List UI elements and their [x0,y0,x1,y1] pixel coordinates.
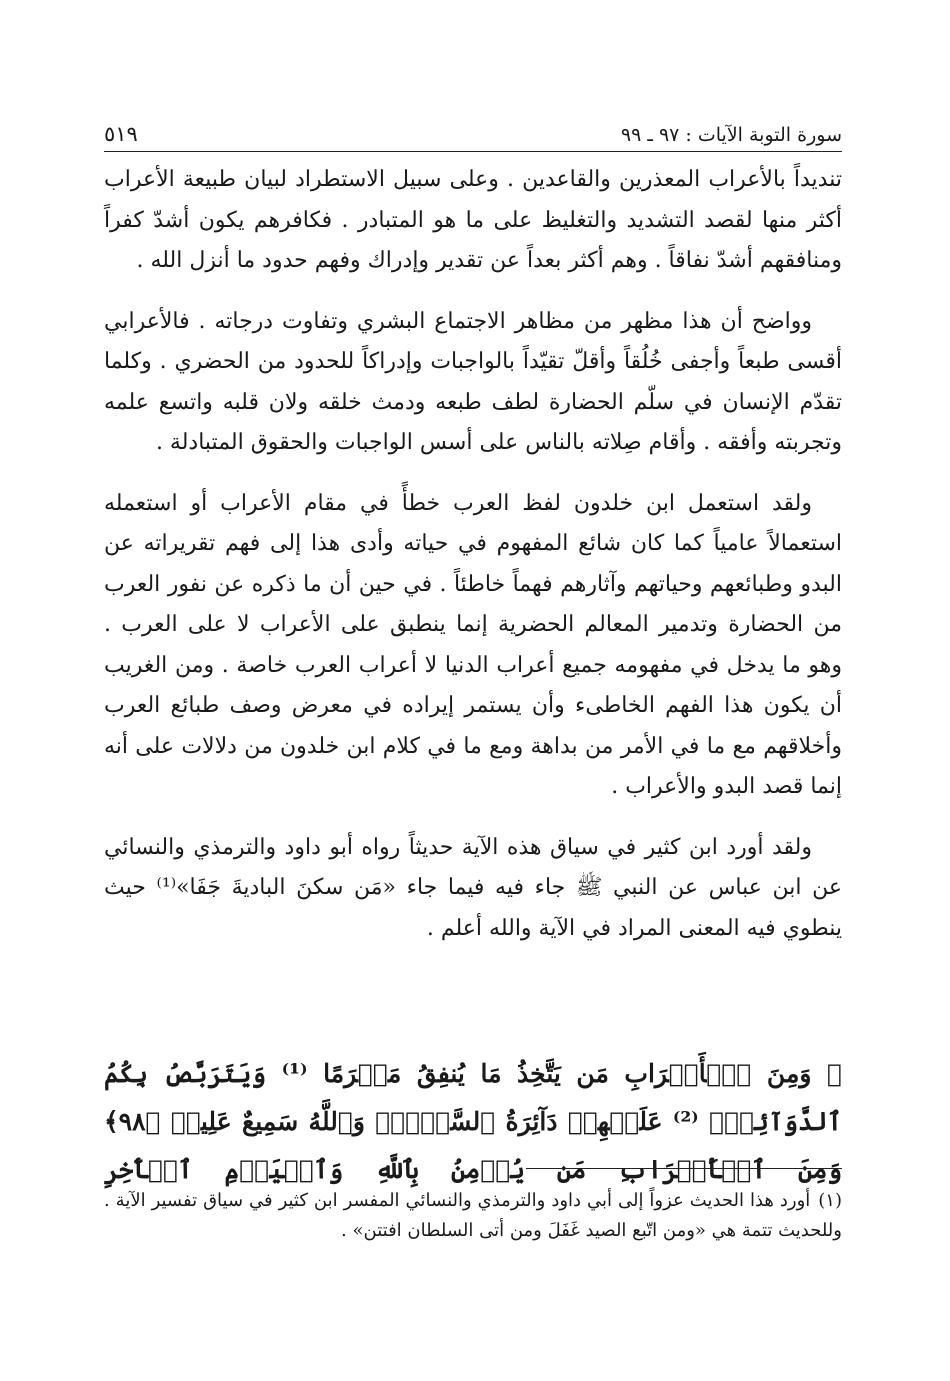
page-number: ٥١٩ [104,122,138,146]
footnote-marker: (١) [818,1190,842,1211]
header-rule [104,151,842,152]
running-header [104,112,842,146]
footnote-rule [526,1168,842,1169]
quran-verse: ﴿ وَمِنَ ٱلۡأَعۡرَابِ مَن يَتَّخِذُ مَا يُنفِقُ مَغۡرَمًا ⁽¹⁾ وَيَتَرَبَّصُ بِكُمُ ٱلدَّوَآئِرَۚ ⁽²⁾ عَلَيۡهِمۡ دَآئِرَةُ ٱلسَّوۡءِۗ وَٱللَّهُ سَمِيعٌ عَلِيمٞ ﴿٩٨﴾ وَمِنَ ٱلۡأَعۡرَابِ مَن يُؤۡمِنُ بِٱللَّهِ وَٱلۡيَوۡمِ ٱلۡأٓخِرِ [104,1059,842,1184]
footnote-text: أورد هذا الحديث عزواً إلى أبي داود والترمذي والنسائي المفسر ابن كثير في سياق تفسير الآية . وللحديث تتمة هي «ومن اتّبع الصيد غَفَلَ ومن أتى السلطان افتتن» . [104,1190,842,1241]
paragraph-3: ولقد استعمل ابن خلدون لفظ العرب خطأً في مقام الأعراب أو استعمله استعمالاً عامياً كما كان شائع المفهوم في حياته وأدى هذا إلى فهم تقريراته عن البدو وطبائعهم وحياتهم وآثارهم فهماً خاطئاً . في حين أن ما ذكره عن نفور العرب من الحضارة وتدمير المعالم الحضرية إنما ينطبق على الأعراب لا على العرب . وهو ما يدخل في مفهومه جميع أعراب الدنيا لا أعراب العرب خاصة . ومن الغريب أن يكون هذا الفهم الخاطىء وأن يستمر إيراده في معرض وصف طبائع العرب وأخلاقهم مع ما في الأمر من بداهة ومع ما في كلام ابن خلدون من دلالات على أنه إنما قصد البدو والأعراب . [104,490,842,799]
paragraph-2: وواضح أن هذا مظهر من مظاهر الاجتماع البشري وتفاوت درجاته . فالأعرابي أقسى طبعاً وأجفى خُلُقاً وأقلّ تقيّداً بالواجبات وإدراكاً للحدود من الحضري . وكلما تقدّم الإنسان في سلّم الحضارة لطف طبعه ودمث خلقه ولان قلبه واتسع علمه وتجربته وأفقه . وأقام صِلاته بالناس على أسس الواجبات والحقوق المتبادلة . [104,308,842,455]
footnotes [104,1186,842,1246]
body-text [104,160,842,969]
footnote-1 [104,1186,842,1246]
paragraph-4: ولقد أورد ابن كثير في سياق هذه الآية حديثاً رواه أبو داود والترمذي والنسائي عن ابن عباس عن النبي ﷺ جاء فيه فيما جاء «مَن سكنَ الباديةَ جَفَا»⁽¹⁾ حيث ينطوي فيه المعنى المراد في الآية والله أعلم . [104,834,842,941]
running-title: سورة التوبة الآيات : ٩٧ ـ ٩٩ [620,124,842,146]
paragraph-1: تنديداً بالأعراب المعذرين والقاعدين . وعلى سبيل الاستطراد لبيان طبيعة الأعراب أكثر منها لقصد التشديد والتغليظ على ما هو المتبادر . فكافرهم يكون أشدّ كفراً ومنافقهم أشدّ نفاقاً . وهم أكثر بعداً عن تقدير وإدراك وفهم حدود ما أنزل الله . [104,167,842,273]
